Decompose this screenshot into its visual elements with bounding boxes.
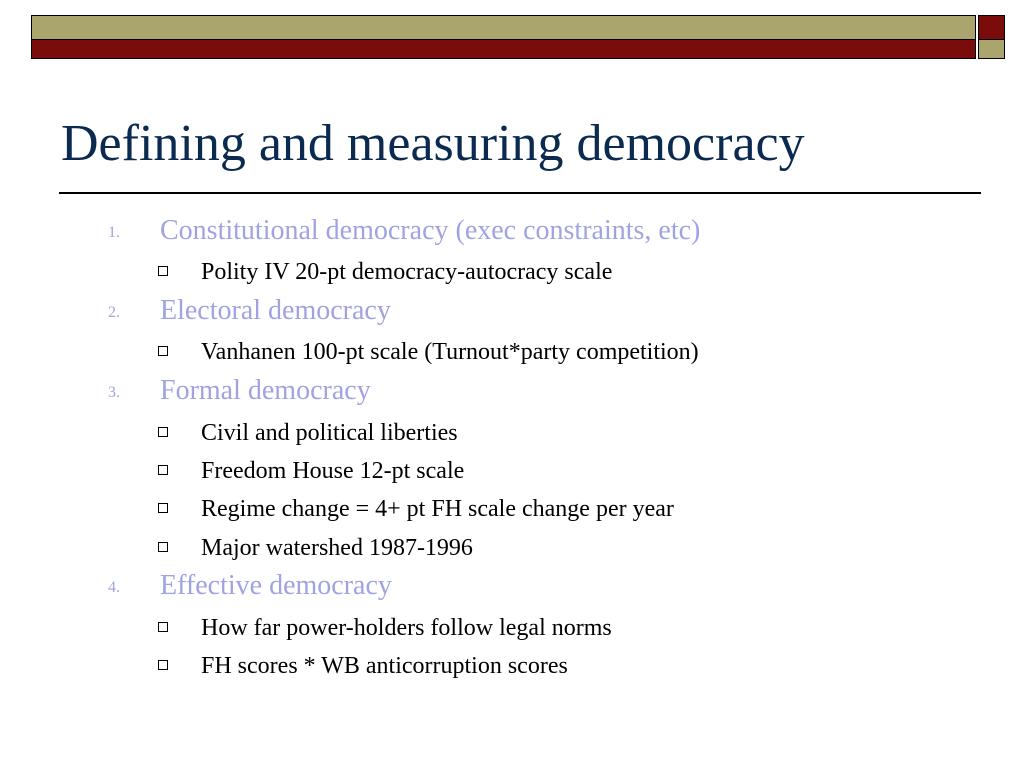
list-number: 3. [108, 384, 120, 401]
sub-item-label: Civil and political liberties [201, 420, 458, 446]
square-bullet-icon [158, 266, 168, 276]
sub-item-label: How far power-holders follow legal norms [201, 615, 612, 641]
square-bullet-icon [158, 660, 168, 670]
list-item-label: Formal democracy [160, 375, 371, 406]
sub-item-label: Major watershed 1987-1996 [201, 535, 473, 561]
list-number: 4. [108, 579, 120, 596]
list-number: 1. [108, 224, 120, 241]
list-number: 2. [108, 304, 120, 321]
square-bullet-icon [158, 503, 168, 513]
square-bullet-icon [158, 346, 168, 356]
sub-item-label: Freedom House 12-pt scale [201, 458, 465, 484]
header-square-olive [978, 40, 1005, 59]
title-divider [59, 192, 981, 194]
square-bullet-icon [158, 427, 168, 437]
list-item-label: Electoral democracy [160, 295, 391, 326]
square-bullet-icon [158, 542, 168, 552]
header-square-maroon [978, 15, 1005, 40]
sub-item-label: FH scores * WB anticorruption scores [201, 653, 568, 679]
slide-title: Defining and measuring democracy [61, 115, 805, 172]
square-bullet-icon [158, 622, 168, 632]
header-bar-maroon [31, 40, 976, 59]
sub-item-label: Vanhanen 100-pt scale (Turnout*party competition) [201, 339, 699, 365]
list-item-label: Constitutional democracy (exec constraints, etc) [160, 215, 701, 246]
square-bullet-icon [158, 465, 168, 475]
sub-item-label: Polity IV 20-pt democracy-autocracy scale [201, 259, 613, 285]
header-bar-olive [31, 15, 976, 40]
sub-item-label: Regime change = 4+ pt FH scale change per year [201, 496, 674, 522]
list-item-label: Effective democracy [160, 570, 392, 601]
